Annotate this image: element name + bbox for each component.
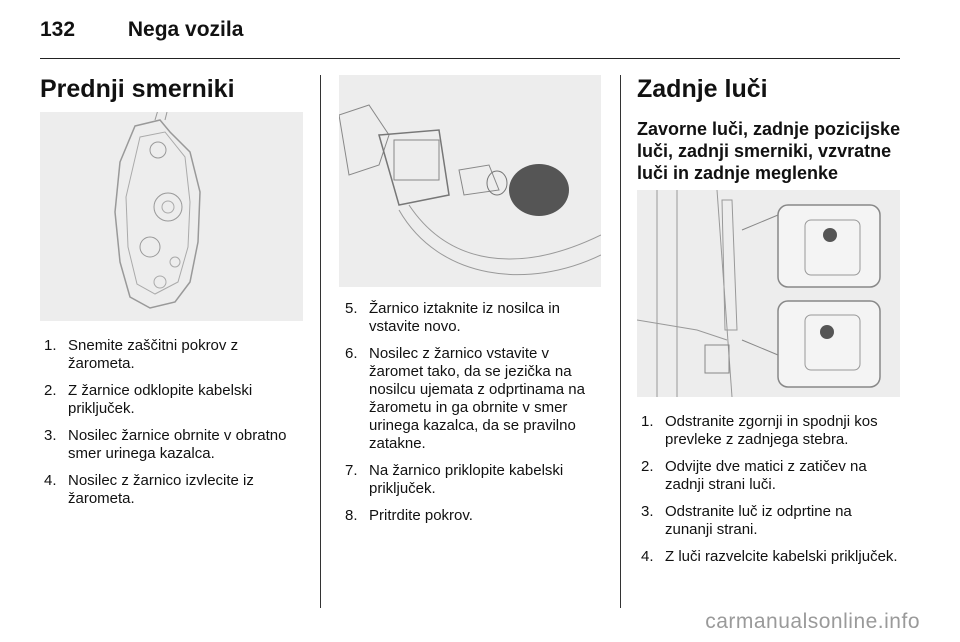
- right-steps: [641, 413, 903, 575]
- list-item: 4. Z luči razvelcite kabelski priključek.: [641, 548, 898, 565]
- header-rule: [40, 58, 900, 59]
- section-title: Zadnje luči: [637, 75, 768, 103]
- list-item: 4. Nosilec z žarnico izvlecite iz žarometa.: [44, 472, 254, 507]
- list-item: 7. Na žarnico priklopite kabelski priključek.: [345, 462, 564, 497]
- watermark: carmanualsonline.info: [705, 610, 920, 633]
- list-item: 8. Pritrdite pokrov.: [345, 507, 473, 524]
- list-item: 2. Z žarnice odklopite kabelski priključek.: [44, 382, 253, 417]
- column-right: [637, 75, 905, 184]
- column-left: [40, 75, 305, 104]
- section-title: Prednji smerniki: [40, 75, 235, 103]
- list-item: 5. Žarnico iztaknite iz nosilca in vstavite novo.: [345, 300, 560, 335]
- page-header: [40, 18, 243, 42]
- middle-steps: [345, 300, 607, 534]
- section-subtitle: Zavorne luči, zadnje pozicijske luči, zadnji smerniki, vzvratne luči in zadnje meglenke: [637, 119, 901, 183]
- list-item: 1. Odstranite zgornji in spodnji kos prevleke z zadnjega stebra.: [641, 413, 878, 448]
- rear-lamp-illustration: [637, 190, 900, 397]
- column-divider-2: [620, 75, 621, 608]
- list-item: 6. Nosilec z žarnico vstavite v žaromet tako, da se jezička na nosilcu ujemata z odprtinama na žarometu in ga obrnite v smer urinega kazalca, da se pravilno zatakne.: [345, 345, 585, 452]
- list-item: 3. Nosilec žarnice obrnite v obratno smer urinega kazalca.: [44, 427, 287, 462]
- bulb-holder-illustration: [339, 75, 601, 287]
- left-steps: [44, 337, 306, 517]
- chapter-title: Nega vozila: [127, 18, 244, 41]
- list-item: 3. Odstranite luč iz odprtine na zunanji strani.: [641, 503, 852, 538]
- column-divider-1: [320, 75, 321, 608]
- headlamp-illustration: [40, 112, 303, 321]
- list-item: 2. Odvijte dve matici z zatičev na zadnji strani luči.: [641, 458, 867, 493]
- list-item: 1. Snemite zaščitni pokrov z žarometa.: [44, 337, 239, 372]
- page-number: 132: [40, 18, 76, 41]
